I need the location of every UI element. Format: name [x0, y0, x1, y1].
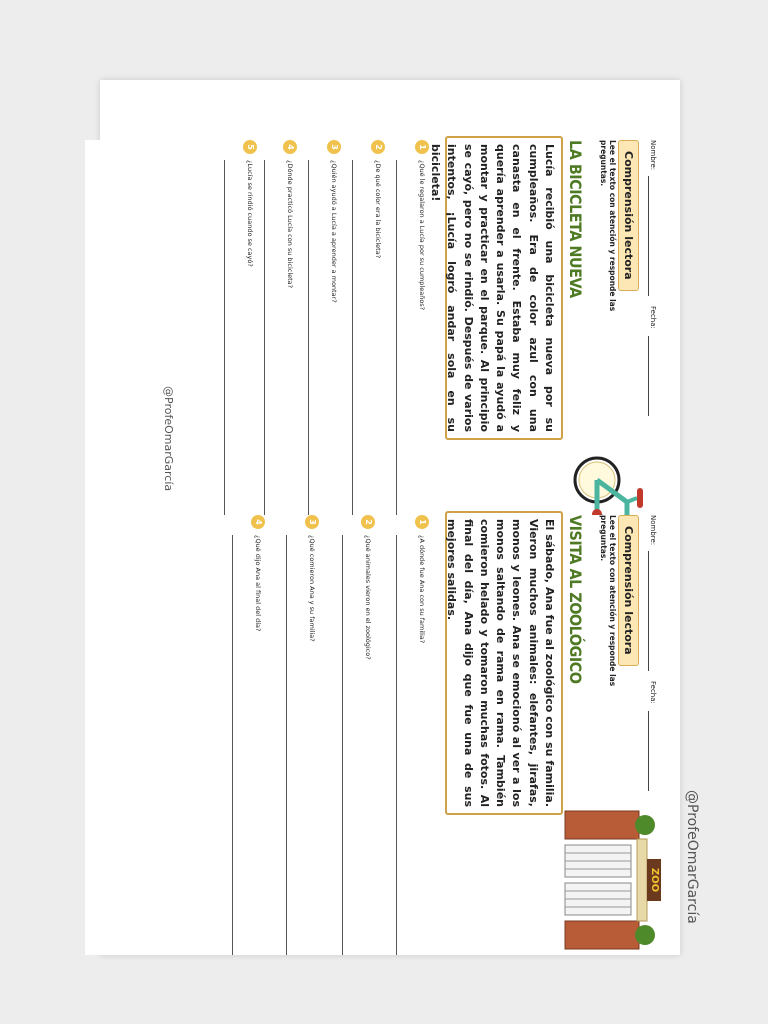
story-title: VISITA AL ZOOLÓGICO: [566, 515, 585, 684]
question-number-badge: 3: [327, 140, 341, 154]
question-text: ¿Qué dijo Ana al final del día?: [254, 535, 262, 632]
story-title: LA BICICLETA NUEVA: [566, 140, 585, 298]
name-field[interactable]: [648, 176, 649, 296]
question-text: ¿Dónde practicó Lucía con su bicicleta?: [286, 160, 294, 289]
question-5: [217, 140, 257, 580]
question-number-badge: 1: [415, 515, 429, 529]
answer-line[interactable]: [232, 535, 233, 955]
answer-line[interactable]: [342, 535, 343, 955]
answer-line[interactable]: [286, 535, 287, 955]
question-2: [345, 140, 385, 580]
date-field[interactable]: [648, 711, 649, 791]
section-badge: Comprensión lectora: [618, 515, 639, 666]
question-text: ¿Qué le regalaron a Lucía por su cumpleaños?: [418, 160, 426, 311]
name-field[interactable]: [648, 551, 649, 671]
question-text: ¿De qué color era la bicicleta?: [374, 160, 382, 259]
question-number-badge: 4: [283, 140, 297, 154]
question-text: ¿Lucía se rindió cuando se cayó?: [246, 160, 254, 267]
name-label: Nombre:: [649, 515, 657, 546]
question-text: ¿Quién ayudó a Lucía a aprender a montar?: [330, 160, 338, 303]
zoo-sign: ZOO: [649, 867, 660, 893]
story-box: El sábado, Ana fue al zoológico con su familia. Vieron muchos animales: elefantes, jirafas, monos y leones. Ana se emocionó al ver a los monos saltando de rama en rama. También comieron helado y tomaron muchas fotos. Al final del día, Ana dijo que fue una de sus mejores salidas.: [445, 511, 563, 815]
story-box: Lucía recibió una bicicleta nueva por su cumpleaños. Era de color azul con una canasta en el frente. Estaba muy feliz y quería aprender a usarla. Su papá la ayudó a montar y practicar en el parque. Al principio se cayó, pero no se rindió. Después de varios intentos, ¡Lucía logró andar sola en su bicicleta!: [445, 136, 563, 440]
date-field[interactable]: [648, 336, 649, 416]
question-text: ¿A dónde fue Ana con su familia?: [418, 535, 426, 644]
question-3: [279, 515, 319, 955]
name-label: Nombre:: [649, 140, 657, 171]
credit-handle: @ProfeOmarGarcía: [162, 386, 175, 492]
instructions: Lee el texto con atención y responde las preguntas.: [598, 515, 617, 687]
question-number-badge: 1: [415, 140, 429, 154]
answer-line[interactable]: [396, 535, 397, 955]
question-1: [389, 515, 429, 955]
question-4: [225, 515, 265, 955]
instructions: Lee el texto con atención y responde las preguntas.: [598, 140, 617, 312]
watermark: @ProfeOmarGarcía: [684, 790, 700, 924]
question-number-badge: 4: [251, 515, 265, 529]
worksheet-zoologico: [85, 515, 665, 955]
question-text: ¿Qué comieron Ana y su familia?: [308, 535, 316, 642]
question-number-badge: 2: [371, 140, 385, 154]
question-text: ¿Qué animales vieron en el zoológico?: [364, 535, 372, 660]
question-3: [301, 140, 341, 580]
question-1: [389, 140, 429, 580]
question-4: [257, 140, 297, 580]
worksheet-bicicleta: [85, 140, 665, 580]
section-badge: Comprensión lectora: [618, 140, 639, 291]
zoo-gate-illustration: [563, 805, 661, 955]
question-number-badge: 5: [243, 140, 257, 154]
question-number-badge: 3: [305, 515, 319, 529]
question-2: [335, 515, 375, 955]
date-label: Fecha:: [649, 681, 657, 704]
question-number-badge: 2: [361, 515, 375, 529]
date-label: Fecha:: [649, 306, 657, 329]
